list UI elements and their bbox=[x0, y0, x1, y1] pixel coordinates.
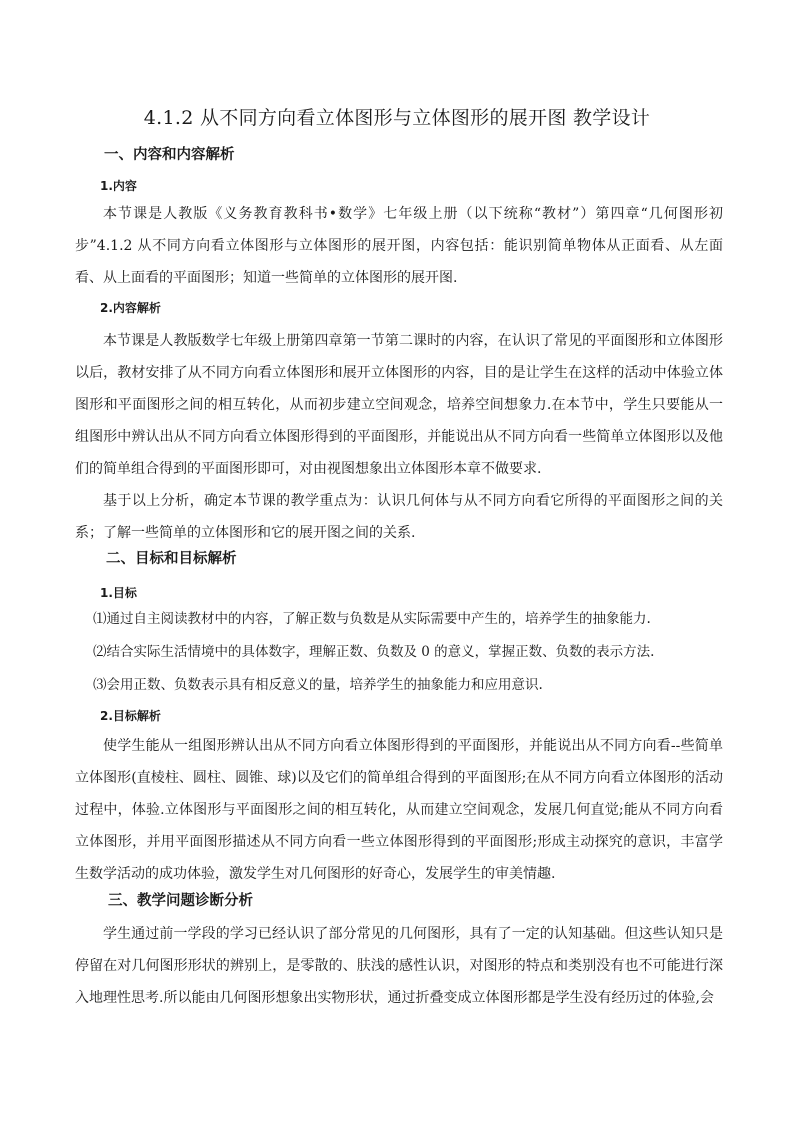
section-2-heading: 二、目标和目标解析 bbox=[106, 551, 237, 567]
goal-item-1: ⑴通过自主阅读教材中的内容，了解正数与负数是从实际需要中产生的，培养学生的抽象能力. bbox=[93, 611, 651, 627]
section-1-sub-1-heading: 1.内容 bbox=[100, 179, 137, 193]
section-3-heading: 三、教学问题诊断分析 bbox=[108, 893, 253, 909]
section-3-paragraph: 学生通过前一学段的学习已经认识了部分常见的几何图形，具有了一定的认知基础。但这些认知只是停留在对几何图形形状的辨别上，是零散的、肤浅的感性认识，对图形的特点和类别没有也不可能进行深入地理性思考.所以能由几何图形想象出实物形状，通过折叠变成立体图形都是学生没有经历过的体验,会 bbox=[75, 926, 723, 1006]
section-2-sub-2-paragraph: 使学生能从一组图形辨认出从不同方向看立体图形得到的平面图形，并能说出从不同方向看--些简单立体图形(直棱柱、圆柱、圆锥、球)以及它们的简单组合得到的平面图形;在从不同方向看立体图形的活动过程中，体验.立体图形与平面图形之间的相互转化，从而建立空间观念，发展几何直觉;能从不同方向看立体图形，并用平面图形描述从不同方向看一些立体图形得到的平面图形;形成主动探究的意识，丰富学生数学活动的成功体验，激发学生对几何图形的好奇心，发展学生的审美情趣. bbox=[75, 738, 723, 882]
section-1-sub-2-paragraph-2: 基于以上分析，确定本节课的教学重点为：认识几何体与从不同方向看它所得的平面图形之间的关系；了解一些简单的立体图形和它的展开图之间的关系. bbox=[75, 493, 723, 541]
document-title: 4.1.2 从不同方向看立体图形与立体图形的展开图 教学设计 bbox=[143, 107, 651, 129]
section-1-sub-2-heading: 2.内容解析 bbox=[100, 301, 161, 315]
section-1-heading: 一、内容和内容解析 bbox=[104, 147, 235, 163]
section-2-sub-2-heading: 2.目标解析 bbox=[100, 709, 161, 723]
goal-item-2: ⑵结合实际生活情境中的具体数字，理解正数、负数及 0 的意义，掌握正数、负数的表示方法. bbox=[93, 644, 655, 660]
goal-item-3: ⑶会用正数、负数表示具有相反意义的量，培养学生的抽象能力和应用意识. bbox=[93, 677, 543, 693]
section-2-sub-1-heading: 1.目标 bbox=[100, 586, 137, 600]
section-1-sub-2-paragraph-1: 本节课是人教版数学七年级上册第四章第一节第二课时的内容，在认识了常见的平面图形和立体图形以后，教材安排了从不同方向看立体图形和展开立体图形的内容，目的是让学生在这样的活动中体验立体图形和平面图形之间的相互转化，从而初步建立空间观念，培养空间想象力.在本节中，学生只要能从一组图形中辨认出从不同方向看立体图形得到的平面图形，并能说出从不同方向看一些简单立体图形以及他们的简单组合得到的平面图形即可，对由视图想象出立体图形本章不做要求. bbox=[75, 333, 723, 477]
section-1-sub-1-paragraph: 本节课是人教版《义务教育教科书•数学》七年级上册（以下统称“教材”）第四章“几何图形初步”4.1.2 从不同方向看立体图形与立体图形的展开图，内容包括：能识别简单物体从正面看、从左面看、从上面看的平面图形；知道一些简单的立体图形的展开图. bbox=[75, 206, 723, 286]
